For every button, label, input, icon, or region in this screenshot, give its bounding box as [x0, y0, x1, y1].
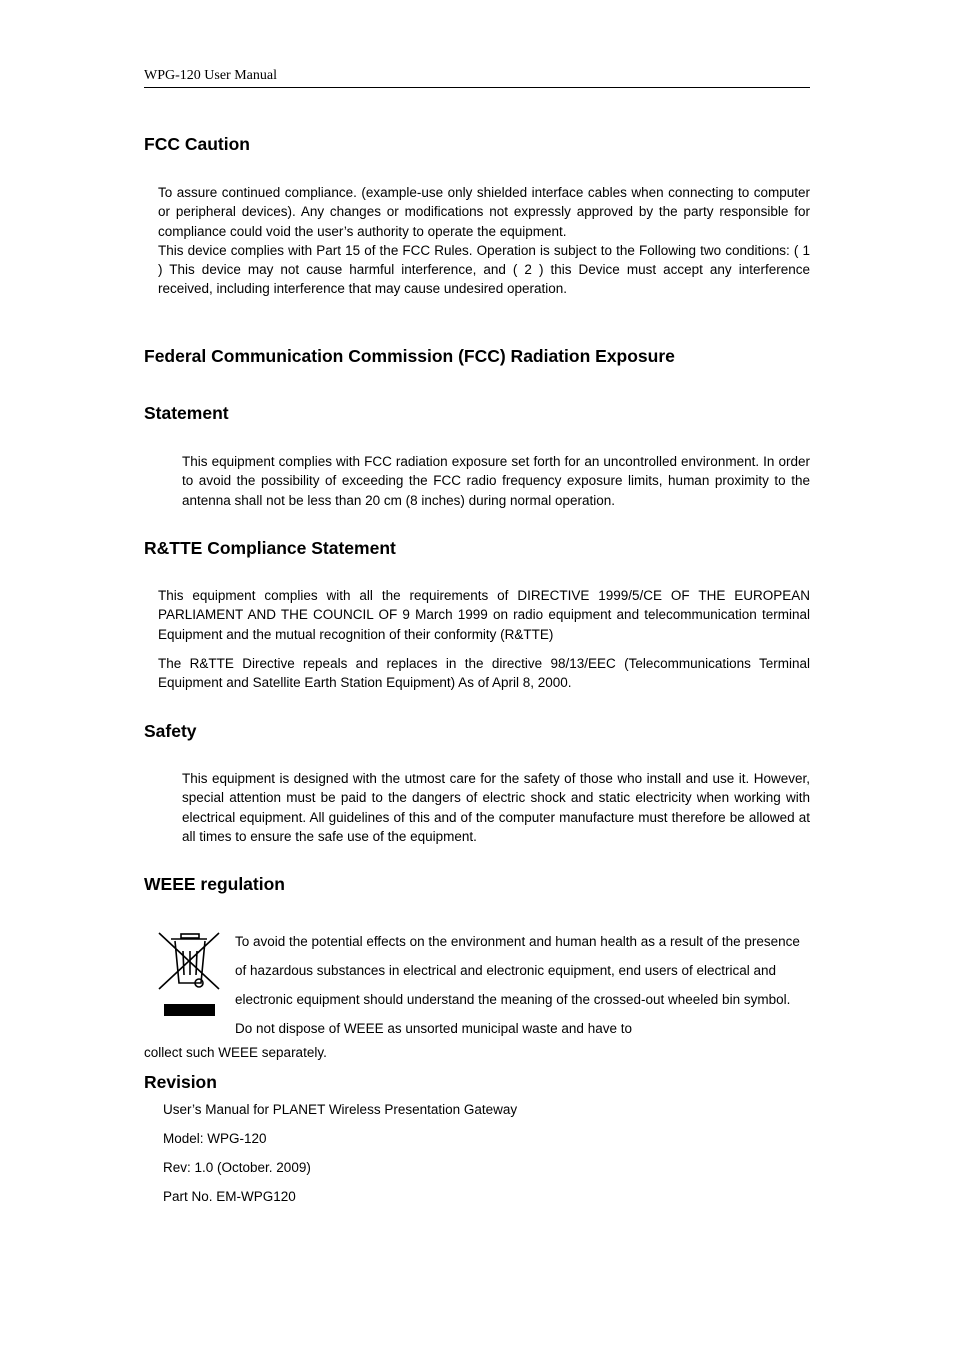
weee-paragraph: To avoid the potential effects on the environment and human health as a result of the presence of hazardous substances in electrical and electronic equipment, end users of electrical and electronic equipment should understand the meaning of the crossed-out wheeled bin symbol. Do not dispose of WEEE as unsorted municipal waste and have to: [235, 934, 800, 1036]
fcc-caution-heading: FCC Caution: [144, 134, 250, 154]
radiation-exposure-heading-statement: Statement: [144, 403, 229, 423]
revision-model: Model: WPG-120: [163, 1131, 267, 1146]
safety-paragraph: This equipment is designed with the utmost care for the safety of those who install and use it. However, special attention must be paid to the dangers of electric shock and static electricity when working with electrical equipment. All guidelines of this and of the computer manufacture must therefore be allowed at all times to ensure the safe use of the equipment.: [182, 771, 810, 844]
radiation-exposure-heading: Federal Communication Commission (FCC) Radiation Exposure: [144, 346, 675, 366]
fcc-caution-text: [158, 183, 810, 299]
rtte-heading: R&TTE Compliance Statement: [144, 538, 396, 558]
fcc-caution-paragraph-2: This device complies with Part 15 of the FCC Rules. Operation is subject to the Following two conditions: ( 1 ) This device may not cause harmful interference, and ( 2 ) this Device must accept any interference received, including interference that may cause undesired operation.: [158, 242, 810, 297]
revision-rev: Rev: 1.0 (October. 2009): [163, 1160, 311, 1175]
rtte-paragraph-1: This equipment complies with all the requirements of DIRECTIVE 1999/5/CE OF THE EUROPEAN PARLIAMENT AND THE COUNCIL OF 9 March 1999 on radio equipment and telecommunication terminal Equipment and the mutual recognition of their conformity (R&TTE): [158, 588, 810, 642]
revision-heading: Revision: [144, 1072, 217, 1092]
page-header: [144, 67, 810, 88]
revision-manual-name: User’s Manual for PLANET Wireless Presentation Gateway: [163, 1102, 518, 1117]
safety-heading: Safety: [144, 721, 197, 741]
radiation-exposure-paragraph: This equipment complies with FCC radiation exposure set forth for an uncontrolled environment. In order to avoid the possibility of exceeding the FCC radio frequency exposure limits, human proximity to the antenna shall not be less than 20 cm (8 inches) during normal operation.: [182, 454, 810, 508]
manual-title: WPG-120 User Manual: [144, 68, 277, 83]
crossed-out-wheeled-bin-icon: [157, 931, 223, 1019]
revision-part-no: Part No. EM-WPG120: [163, 1189, 296, 1204]
rtte-paragraph-2: The R&TTE Directive repeals and replaces in the directive 98/13/EEC (Telecommunications Terminal Equipment and Satellite Earth Station Equipment) As of April 8, 2000.: [158, 656, 810, 691]
weee-heading: WEEE regulation: [144, 874, 285, 894]
weee-paragraph-tail: collect such WEEE separately.: [144, 1045, 327, 1060]
fcc-caution-paragraph-1: To assure continued compliance. (example-use only shielded interface cables when connecting to computer or peripheral devices). Any changes or modifications not expressly approved by the party responsible for compliance could void the user’s authority to operate the equipment.: [158, 185, 810, 239]
